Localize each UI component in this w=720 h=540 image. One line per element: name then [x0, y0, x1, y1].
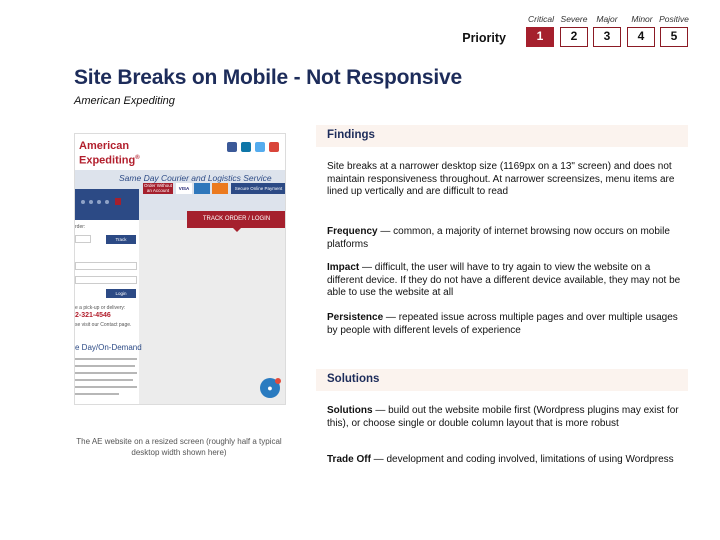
page-title: Site Breaks on Mobile - Not Responsive: [74, 66, 462, 89]
nav-dot: [105, 200, 109, 204]
priority-box-3: 3: [593, 27, 621, 47]
priority-box-5: 5: [660, 27, 688, 47]
text-line: [75, 379, 133, 381]
login-button: Login: [106, 289, 136, 298]
site-phone: 2-321-4546: [75, 312, 111, 319]
findings-section-header: [316, 125, 688, 147]
nav-dot: [89, 200, 93, 204]
text-line: [75, 365, 135, 367]
track-button: Track: [106, 235, 136, 244]
contact-text: se visit our Contact page.: [75, 322, 132, 328]
pickup-text: e a pick-up or delivery:: [75, 305, 126, 311]
order-label: rder:: [75, 224, 86, 230]
nav-active-marker: [115, 198, 121, 205]
amex-card-icon: [194, 183, 210, 194]
priority-level-critical: Critical: [528, 14, 554, 24]
priority-level-major: Major: [596, 14, 618, 24]
password-field: [75, 276, 137, 284]
secure-payment-button: Secure Online Payment: [231, 183, 286, 194]
nav-dot: [97, 200, 101, 204]
screenshot-caption: The AE website on a resized screen (roughly half a typical desktop width shown here): [76, 437, 282, 457]
priority-box-1: 1: [526, 27, 554, 47]
text-line: [75, 386, 137, 388]
visa-card-icon: VISA: [176, 183, 192, 194]
site-nav-strip: [75, 189, 139, 222]
site-logo-line2: Expediting®: [79, 154, 140, 167]
linkedin-icon: [241, 142, 251, 152]
priority-level-severe: Severe: [560, 14, 588, 24]
text-line: [75, 358, 137, 360]
text-line: [75, 372, 137, 374]
same-day-heading: e Day/On-Demand: [75, 343, 142, 352]
login-field: [75, 262, 137, 270]
track-order-arrow: [233, 228, 241, 232]
solutions-section-header: [316, 369, 688, 391]
priority-label: Priority: [462, 31, 506, 45]
priority-box-2: 2: [560, 27, 588, 47]
priority-level-positive: Positive: [659, 14, 689, 24]
page-subtitle: American Expediting: [74, 95, 175, 107]
chat-bubble-icon: ●: [260, 378, 280, 398]
persistence-paragraph: Persistence — repeated issue across multiple pages and over multiple usages by people with different levels of experience: [327, 312, 678, 336]
site-tagline: Same Day Courier and Logistics Service: [119, 173, 272, 183]
priority-box-4: 4: [627, 27, 655, 47]
tradeoff-paragraph: Trade Off — development and coding involved, limitations of using Wordpress: [327, 454, 674, 465]
priority-level-minor: Minor: [631, 14, 653, 24]
text-line: [75, 393, 119, 395]
frequency-paragraph: Frequency — common, a majority of internet browsing now occurs on mobile platforms: [327, 226, 670, 250]
chat-notification-badge: [275, 378, 281, 384]
findings-heading: Findings: [327, 129, 375, 141]
mastercard-icon: [212, 183, 228, 194]
facebook-icon: [227, 142, 237, 152]
site-logo-line1: American: [79, 140, 130, 152]
website-screenshot: [74, 133, 286, 405]
twitter-icon: [255, 142, 265, 152]
nav-dot: [81, 200, 85, 204]
priority-legend: [523, 14, 693, 26]
order-field: [75, 235, 91, 243]
track-order-login-button: TRACK ORDER / LOGIN: [187, 211, 286, 228]
impact-paragraph: Impact — difficult, the user will have to try again to view the website on a different device. If they do not have a different device available, they may not be able to use the website at all: [327, 262, 681, 298]
order-without-account-button: Order Without an Account: [143, 183, 172, 193]
solutions-paragraph: Solutions — build out the website mobile first (Wordpress plugins may exist for this), or choose single or double column layout that is more robust: [327, 405, 679, 429]
solutions-heading: Solutions: [327, 373, 380, 385]
findings-summary: Site breaks at a narrower desktop size (1169px on a 13" screen) and does not maintain responsiveness throughout. At narrower screensizes, menu items are lined up vertically and are difficult to read: [327, 161, 675, 197]
youtube-icon: [269, 142, 279, 152]
